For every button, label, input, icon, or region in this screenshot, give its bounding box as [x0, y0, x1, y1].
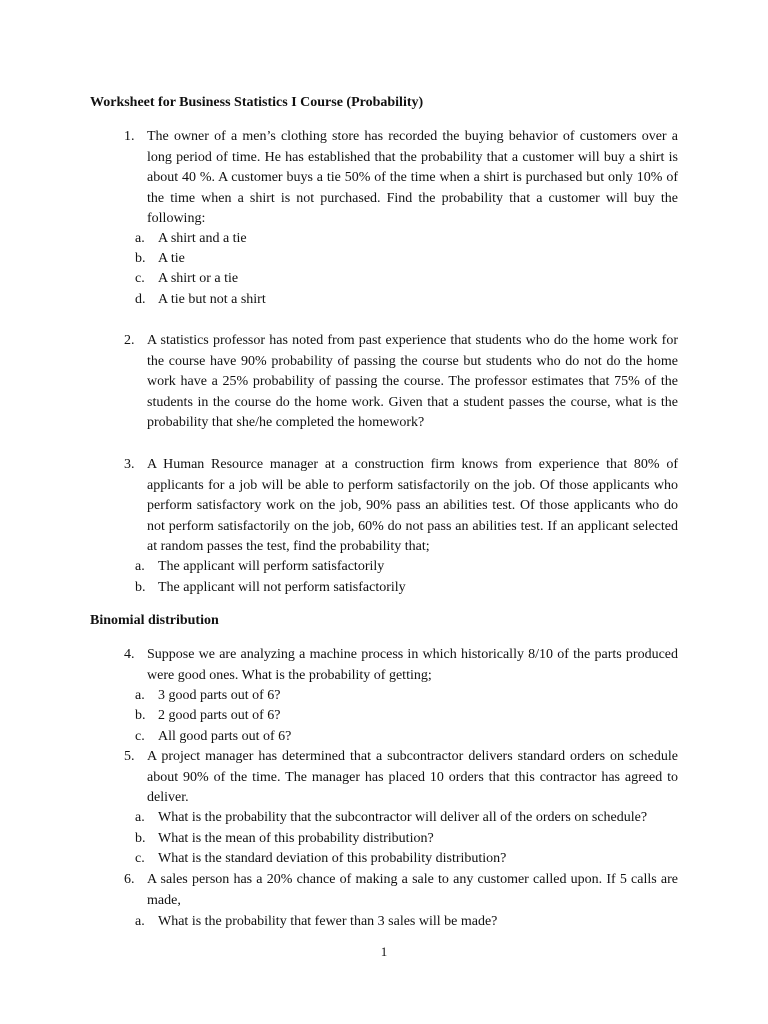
question-4-number: 4. — [124, 647, 135, 662]
part-label: a. — [135, 688, 145, 703]
part-text: What is the mean of this probability distribution? — [158, 831, 434, 846]
part-text: 3 good parts out of 6? — [158, 688, 281, 703]
question-1-part-c — [135, 269, 695, 289]
question-6-part-a — [135, 912, 695, 932]
page-title: Worksheet for Business Statistics I Course (Probability) — [90, 95, 424, 110]
part-label: b. — [135, 580, 146, 595]
part-label: b. — [135, 251, 146, 266]
question-4-part-b — [135, 706, 695, 726]
question-3-text: A Human Resource manager at a construction firm knows from experience that 80% of applicants for a job will be able to perform satisfactorily on the job. Of those applicants who perform satisfactory work on the job, 90% pass an abilities test. Of those applicants who do not perform satisfactorily on the job, 60% do not pass an abilities test. If an applicant selected at random passes the test, find the probability that; — [147, 457, 678, 554]
question-6-text: A sales person has a 20% chance of making a sale to any customer called upon. If 5 calls are made, — [147, 872, 678, 908]
part-label: b. — [135, 708, 146, 723]
part-text: A shirt and a tie — [158, 231, 247, 246]
question-5-part-c — [135, 849, 695, 869]
part-text: A shirt or a tie — [158, 271, 239, 286]
question-3-part-a — [135, 557, 695, 577]
question-5-part-a — [135, 808, 695, 828]
question-4-text: Suppose we are analyzing a machine process in which historically 8/10 of the parts produced were good ones. What is the probability of getting; — [147, 647, 678, 683]
part-text: What is the standard deviation of this probability distribution? — [158, 851, 507, 866]
part-text: All good parts out of 6? — [158, 729, 292, 744]
question-4-part-c — [135, 727, 695, 747]
part-label: c. — [135, 729, 145, 744]
part-label: c. — [135, 851, 145, 866]
question-1-number: 1. — [124, 129, 135, 144]
part-text: The applicant will not perform satisfactorily — [158, 580, 406, 595]
question-1-text: The owner of a men’s clothing store has recorded the buying behavior of customers over a long period of time. He has established that the probability that a customer will buy a shirt is about 40 %. A customer buys a tie 50% of the time when a shirt is purchased but only 10% of the time when a shirt is not purchased. Find the probability that a customer will buy the following: — [147, 129, 678, 226]
question-5-number: 5. — [124, 749, 135, 764]
page-number: 1 — [380, 944, 388, 959]
question-4-part-a — [135, 686, 695, 706]
part-label: a. — [135, 231, 145, 246]
question-5-part-b — [135, 829, 695, 849]
part-text: What is the probability that the subcontractor will deliver all of the orders on schedule? — [158, 810, 648, 825]
question-2-number: 2. — [124, 333, 135, 348]
question-1-part-a — [135, 229, 695, 249]
part-text: A tie — [158, 251, 185, 266]
question-3-part-b — [135, 578, 695, 598]
question-2-text: A statistics professor has noted from past experience that students who do the home work for the course have 90% probability of passing the course but students who do not do the home work have a 25% probability of passing the course. The professor estimates that 75% of the students in the course do the home work. Given that a student passes the course, what is the probability that she/he completed the homework? — [147, 333, 678, 430]
part-text: A tie but not a shirt — [158, 292, 266, 307]
question-1-part-d — [135, 290, 695, 310]
part-label: b. — [135, 831, 146, 846]
part-label: a. — [135, 914, 145, 929]
part-text: 2 good parts out of 6? — [158, 708, 281, 723]
section-heading: Binomial distribution — [90, 613, 219, 628]
question-3-number: 3. — [124, 457, 135, 472]
question-6-number: 6. — [124, 872, 135, 887]
question-1-part-b — [135, 249, 695, 269]
part-label: d. — [135, 292, 146, 307]
part-label: a. — [135, 810, 145, 825]
part-text: The applicant will perform satisfactorily — [158, 559, 385, 574]
part-label: a. — [135, 559, 145, 574]
part-label: c. — [135, 271, 145, 286]
question-5-text: A project manager has determined that a subcontractor delivers standard orders on schedule about 90% of the time. The manager has placed 10 orders that this contractor has agreed to deliver. — [147, 749, 678, 805]
part-text: What is the probability that fewer than 3 sales will be made? — [158, 914, 498, 929]
